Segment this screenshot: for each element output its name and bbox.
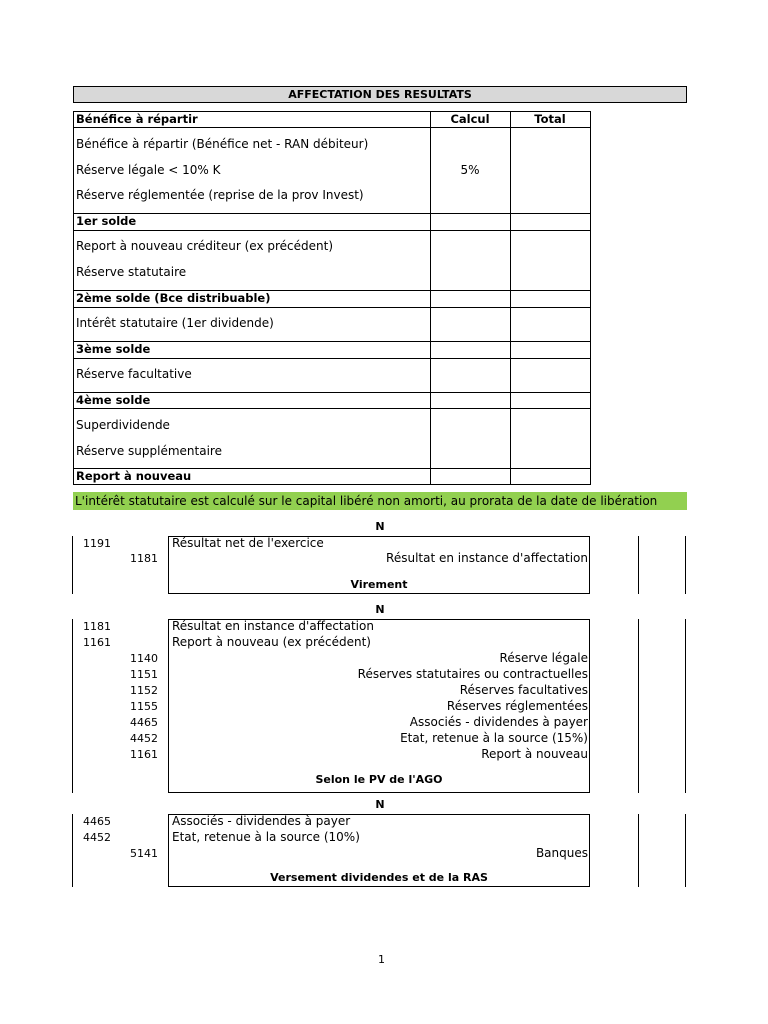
journal1-debit-label: Résultat net de l'exercice [172,536,324,550]
journal2-credit-label: Etat, retenue à la source (15%) [400,731,588,745]
journal2-debit-label: Report à nouveau (ex précédent) [172,635,371,649]
note-banner: L'intérêt statutaire est calculé sur le capital libéré non amorti, au prorata de la date de libération [73,492,687,510]
journal2-credit-label: Réserves statutaires ou contractuelles [357,667,588,681]
row-reserve-facultative: Réserve facultative [76,367,192,381]
journal2-credit-acct: 1155 [130,700,158,713]
journal3-debit-acct: 4465 [83,815,111,828]
journal2-credit-label: Réserves réglementées [446,699,588,713]
row-report-crediteur: Report à nouveau créditeur (ex précédent) [76,239,334,253]
journal2-credit-label: Associés - dividendes à payer [409,715,588,729]
journal2-credit-acct: 1152 [130,684,158,697]
row-solde-1: 1er solde [76,214,137,228]
journal3-debit-label: Associés - dividendes à payer [172,814,351,828]
journal3-credit-label: Banques [535,846,588,860]
table-rule [73,408,591,409]
table-border-bottom [73,484,591,485]
journal2-debit-acct: 1181 [83,620,111,633]
table-rule [73,127,591,128]
table-rule [73,213,591,214]
row-solde-3: 3ème solde [76,342,151,356]
row-reserve-legale: Réserve légale < 10% K [76,163,221,177]
journal3-rule [638,814,639,887]
journal1-caption: Virement [350,578,408,591]
journal2-period: N [375,603,385,616]
journal1-debit-acct: 1191 [83,537,111,550]
journal3-period: N [375,798,385,811]
row-reserve-reglementee: Réserve réglementée (reprise de la prov Invest) [76,188,364,202]
journal2-caption: Selon le PV de l'AGO [315,773,443,786]
journal2-debit-acct: 1161 [83,636,111,649]
journal3-credit-acct: 5141 [130,847,158,860]
table-rule [73,307,591,308]
row-reserve-supplementaire: Réserve supplémentaire [76,444,222,458]
row-solde-2: 2ème solde (Bce distribuable) [76,291,271,305]
journal1-rule [685,536,686,594]
table-rule [73,392,591,393]
journal2-debit-label: Résultat en instance d'affectation [172,619,374,633]
page-number: 1 [378,953,385,966]
table-header-total: Total [534,112,566,126]
page-title: AFFECTATION DES RESULTATS [73,86,687,103]
row-benefice: Bénéfice à répartir (Bénéfice net - RAN débiteur) [76,137,369,151]
journal2-rule [685,619,686,793]
journal2-rule [638,619,639,793]
row-reserve-statutaire: Réserve statutaire [76,265,187,279]
journal2-credit-label: Réserves facultatives [459,683,588,697]
row-interet-statutaire: Intérêt statutaire (1er dividende) [76,316,274,330]
table-header-label: Bénéfice à répartir [76,112,198,126]
journal1-credit-label: Résultat en instance d'affectation [386,551,588,565]
journal3-debit-label: Etat, retenue à la source (10%) [172,830,360,844]
table-border-left [73,111,74,485]
row-report-nouveau: Report à nouveau [76,469,192,483]
table-header-calcul: Calcul [450,112,490,126]
journal3-rule [685,814,686,887]
journal2-credit-acct: 1140 [130,652,158,665]
allocation-table [73,111,591,485]
journal2-credit-acct: 4465 [130,716,158,729]
journal2-credit-acct: 1161 [130,748,158,761]
journal1-rule [638,536,639,594]
journal1-period: N [375,520,385,533]
journal2-credit-acct: 4452 [130,732,158,745]
journal3-debit-acct: 4452 [83,831,111,844]
row-reserve-legale-calcul: 5% [460,163,480,177]
table-border-right [590,111,591,485]
table-rule [73,341,591,342]
journal2-credit-label: Réserve légale [499,651,588,665]
table-rule [73,230,591,231]
table-rule [73,358,591,359]
row-superdividende: Superdividende [76,418,170,432]
journal1-credit-acct: 1181 [130,552,158,565]
table-col-divider-total [510,111,511,485]
row-solde-4: 4ème solde [76,393,151,407]
journal3-caption: Versement dividendes et de la RAS [270,871,488,884]
journal2-credit-acct: 1151 [130,668,158,681]
journal2-credit-label: Report à nouveau [481,747,588,761]
